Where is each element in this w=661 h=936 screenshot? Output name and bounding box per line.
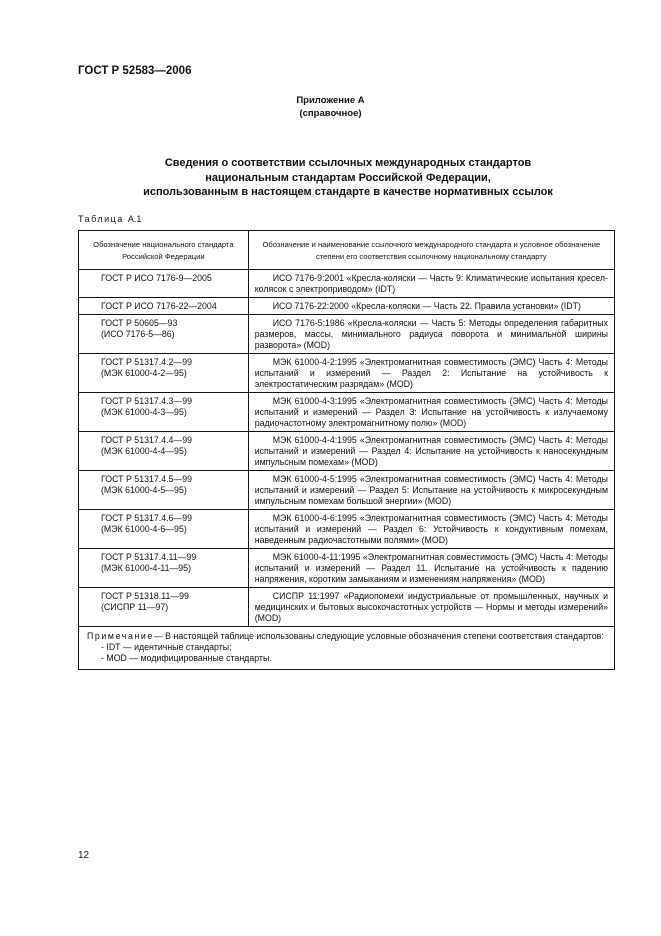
international-standard-cell (248, 510, 614, 549)
national-standard-cell (79, 315, 249, 354)
national-standard-designation: (МЭК 61000-4-4—95) (101, 446, 187, 456)
international-standard-description: МЭК 61000-4-4:1995 «Электромагнитная совместимость (ЭМС) Часть 4: Методы испытаний и измерений — Раздел 4: Испытание на устойчивость к наносекундным импульсным помехам» (MOD) (254, 435, 608, 467)
national-standard-cell (79, 393, 249, 432)
annex-title: Приложение А (296, 95, 365, 106)
table-row (79, 432, 615, 471)
note-label: Примечание (87, 631, 154, 641)
table-row (79, 549, 615, 588)
national-standard-designation: (МЭК 61000-4-5—95) (101, 485, 187, 495)
international-standard-description: МЭК 61000-4-6:1995 «Электромагнитная совместимость (ЭМС) Часть 4: Методы испытаний и измерений — Раздел 6: Устойчивость к кондуктивным помехам, наведенным радиочастотными полями» (MOD) (254, 513, 608, 545)
document-code: ГОСТ Р 52583—2006 (78, 65, 192, 77)
national-standard-designation: (МЭК 61000-4-11—95) (101, 563, 192, 573)
section-title-line: Сведения о соответствии ссылочных международных стандартов (164, 157, 532, 169)
national-standard-cell (79, 549, 249, 588)
page-number: 12 (78, 850, 90, 861)
international-standard-cell (248, 432, 614, 471)
national-standard-cell (79, 432, 249, 471)
table-row (79, 298, 615, 315)
international-standard-description: ИСО 7176-22:2000 «Кресла-коляски — Часть 22. Правила установки» (IDT) (272, 301, 581, 311)
standards-table (78, 230, 615, 670)
table-row (79, 393, 615, 432)
national-standard-designation: (СИСПР 11—97) (101, 602, 169, 612)
national-standard-designation: ГОСТ Р ИСО 7176-22—2004 (101, 301, 217, 311)
table-row (79, 354, 615, 393)
table-caption (78, 214, 141, 224)
national-standard-cell (79, 510, 249, 549)
national-standard-designation: ГОСТ Р 51317.4.2—99 (101, 357, 193, 367)
international-standard-description: МЭК 61000-4-5:1995 «Электромагнитная совместимость (ЭМС) Часть 4: Методы испытаний и измерений — Раздел 5: Испытание на устойчивость к микросекундным импульсным помехам большой энергии» (MOD) (254, 474, 608, 506)
national-standard-designation: (ИСО 7176-5—86) (101, 329, 175, 339)
national-standard-designation: ГОСТ Р 51317.4.3—99 (101, 396, 193, 406)
international-standard-description: СИСПР 11:1997 «Радиопомехи индустриальные от промышленных, научных и медицинских и бытовых высокочастотных устройств — Нормы и методы измерений» (MOD) (254, 591, 608, 623)
table-caption-number: А.1 (127, 214, 142, 224)
international-standard-cell (248, 298, 614, 315)
national-standard-cell (79, 298, 249, 315)
section-title (80, 156, 616, 200)
column-header: Обозначение национального стандарта Российской Федерации (79, 231, 249, 270)
international-standard-cell (248, 549, 614, 588)
table-body (79, 270, 615, 627)
international-standard-cell (248, 354, 614, 393)
national-standard-cell (79, 270, 249, 298)
national-standard-designation: ГОСТ Р 51317.4.6—99 (101, 513, 193, 523)
section-title-line: использованным в настоящем стандарте в качестве нормативных ссылок (143, 186, 553, 198)
national-standard-designation: (МЭК 61000-4-3—95) (101, 407, 187, 417)
annex-subtitle: (справочное) (299, 108, 362, 119)
international-standard-cell (248, 315, 614, 354)
national-standard-designation: (МЭК 61000-4-2—95) (101, 368, 187, 378)
table-row (79, 270, 615, 298)
note-text: — В настоящей таблице использованы следующие условные обозначения степени соответствия стандартов: (153, 631, 604, 641)
international-standard-description: ИСО 7176-5:1986 «Кресла-коляски — Часть 5: Методы определения габаритных размеров, массы, минимального радиуса поворота и минимальной ширины разворота» (MOD) (254, 318, 608, 350)
national-standard-cell (79, 471, 249, 510)
national-standard-designation: ГОСТ Р 51318.11—99 (101, 591, 189, 601)
note-row (79, 627, 615, 670)
note-list-item: - IDT — идентичные стандарты; (101, 642, 232, 652)
national-standard-designation: (МЭК 61000-4-6—95) (101, 524, 187, 534)
international-standard-description: МЭК 61000-4-3:1995 «Электромагнитная совместимость (ЭМС) Часть 4: Методы испытаний и измерений — Раздел 3: Испытание на устойчивость к излучаемому радиочастотному электромагнитному полю» (MOD) (254, 396, 608, 428)
international-standard-cell (248, 471, 614, 510)
national-standard-designation: ГОСТ Р 51317.4.5—99 (101, 474, 193, 484)
section-title-line: национальным стандартам Российской Федерации, (205, 171, 491, 184)
international-standard-description: МЭК 61000-4-11:1995 «Электромагнитная совместимость (ЭМС) Часть 4: Методы испытаний и измерений — Раздел 11. Испытание на устойчивость к падению напряжения, коротким замыканиям и изменениям напряжения» (MOD) (254, 552, 608, 584)
international-standard-description: МЭК 61000-4-2:1995 «Электромагнитная совместимость (ЭМС) Часть 4: Методы испытаний и измерений — Раздел 2: Испытание на устойчивость к электростатическим разрядам» (MOD) (254, 357, 608, 389)
national-standard-designation: ГОСТ Р 51317.4.4—99 (101, 435, 193, 445)
table-row (79, 588, 615, 627)
international-standard-cell (248, 393, 614, 432)
international-standard-description: ИСО 7176-9:2001 «Кресла-коляски — Часть 9: Климатические испытания кресел-колясок с электроприводом» (IDT) (254, 273, 608, 294)
international-standard-cell (248, 588, 614, 627)
table-row (79, 471, 615, 510)
note-paragraph (87, 631, 606, 642)
note-list-item: - MOD — модифицированные стандарты. (101, 653, 272, 663)
table-row (79, 315, 615, 354)
annex-heading (0, 94, 661, 120)
national-standard-cell (79, 588, 249, 627)
table-caption-word: Таблица (78, 214, 124, 224)
national-standard-designation: ГОСТ Р 51317.4.11—99 (101, 552, 197, 562)
table-note (79, 627, 615, 670)
table-header-row (79, 231, 615, 270)
column-header: Обозначение и наименование ссылочного международного стандарта и условное обозначение степени его соответствия ссылочному национальному стандарту (248, 231, 614, 270)
table-row (79, 510, 615, 549)
international-standard-cell (248, 270, 614, 298)
national-standard-cell (79, 354, 249, 393)
national-standard-designation: ГОСТ Р 50605—93 (101, 318, 178, 328)
national-standard-designation: ГОСТ Р ИСО 7176-9—2005 (101, 273, 212, 283)
